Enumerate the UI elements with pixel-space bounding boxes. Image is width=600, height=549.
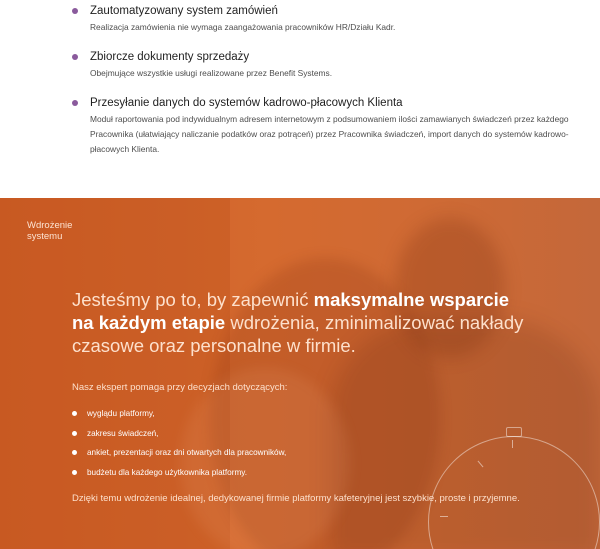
bullet-icon <box>72 450 77 455</box>
features-section <box>0 0 600 198</box>
section-label: Wdrożenie systemu <box>27 220 73 242</box>
hero-intro: Nasz ekspert pomaga przy decyzjach dotyczących: <box>72 382 288 393</box>
feature-title: Zautomatyzowany system zamówień <box>90 5 278 17</box>
bullet-icon <box>72 470 77 475</box>
feature-item-automated-orders <box>90 4 570 35</box>
list-item: wyglądu platformy, <box>72 404 286 424</box>
list-item: ankiet, prezentacji oraz dni otwartych dla pracowników, <box>72 443 286 463</box>
feature-title: Przesyłanie danych do systemów kadrowo-płacowych Klienta <box>90 97 403 109</box>
feature-description: Realizacja zamówienia nie wymaga zaangażowania pracowników HR/Działu Kadr. <box>90 22 396 32</box>
feature-item-hr-data-export <box>90 96 570 157</box>
implementation-hero-section <box>0 198 600 549</box>
hero-headline: Jesteśmy po to, by zapewnić maksymalne wsparcie na każdym etapie wdrożenia, zminimalizować nakłady czasowe oraz personalne w firmie. <box>72 289 524 356</box>
bullet-icon <box>72 431 77 436</box>
bullet-icon <box>72 100 78 106</box>
feature-description: Moduł raportowania pod indywidualnym adresem internetowym z podsumowaniem ilości zamawianych świadczeń przez każdego Pracownika (ułatwiający naliczanie podatków oraz potrąceń) przez Pracownika świadczeń, import danych do systemów kadrowo-płacowych Klienta. <box>90 114 569 154</box>
bullet-icon <box>72 411 77 416</box>
list-item: zakresu świadczeń, <box>72 424 286 444</box>
stopwatch-tick <box>512 440 513 448</box>
hero-closing-text: Dzięki temu wdrożenie idealnej, dedykowanej firmie platformy kafeteryjnej jest szybkie, proste i przyjemne. <box>72 493 520 504</box>
list-item: budżetu dla każdego użytkownika platformy. <box>72 463 286 483</box>
stopwatch-knob-icon <box>506 427 522 437</box>
feature-description: Obejmujące wszystkie usługi realizowane przez Benefit Systems. <box>90 68 333 78</box>
feature-title: Zbiorcze dokumenty sprzedaży <box>90 51 250 63</box>
consultation-topics-list <box>72 404 286 482</box>
bullet-icon <box>72 54 78 60</box>
feature-item-sales-documents <box>90 50 570 81</box>
stopwatch-tick <box>440 516 448 517</box>
bullet-icon <box>72 8 78 14</box>
